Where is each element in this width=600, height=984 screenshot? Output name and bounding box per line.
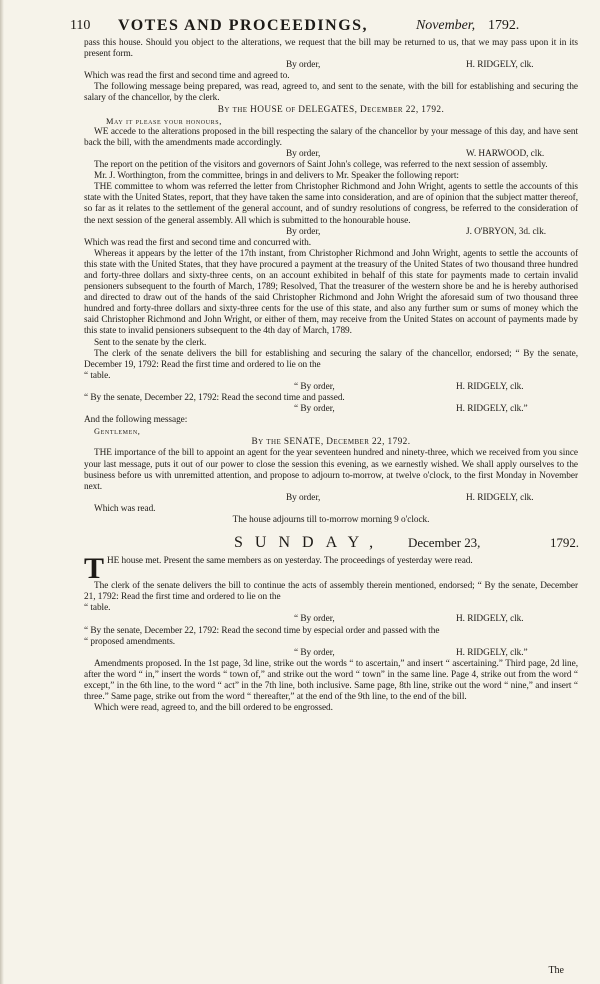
signature-line (84, 382, 578, 393)
signature-line (84, 227, 578, 238)
salutation: Gentlemen, (94, 427, 141, 437)
dateline: By the HOUSE of DELEGATES, December 22, 1792. (217, 104, 445, 115)
report-paragraph: THE committee to whom was referred the letter from Christopher Richmond and John Wright, agents to settle the accounts of this state with the United States, report, that they have taken the same into consideration, and are of opinion that the subject matter thereof, so far as it relates to the settlement of the general account, and of sundry resolutions of congress, be referred to the consideration of the next session of the general assembly. All which is submitted to the honourable house. (84, 182, 578, 226)
header-month: November, (416, 18, 476, 33)
quote-line: “ proposed amendments. (84, 636, 176, 647)
signature-line (84, 404, 578, 415)
by-order: “ By order, (294, 404, 335, 415)
drop-cap: T (84, 552, 104, 586)
by-order: By order, (286, 492, 321, 503)
by-order: “ By order, (294, 647, 335, 658)
clerk-name: H. RIDGELY, clk.” (456, 647, 528, 658)
paragraph: And the following message: (84, 415, 188, 426)
clerk-name: H. RIDGELY, clk. (456, 381, 524, 392)
catchword: The (548, 965, 564, 976)
day-name: SUNDAY, (234, 534, 386, 552)
paragraph: Mr. J. Worthington, from the committee, brings in and delivers to Mr. Speaker the following report: (94, 171, 459, 182)
signature-line (84, 614, 578, 625)
paragraph: The following message being prepared, was read, agreed to, and sent to the senate, with the bill for establishing and securing the salary of the chancellor, by the clerk. (84, 82, 578, 104)
paragraph: Which was read. (94, 503, 156, 514)
page-body (6, 38, 588, 714)
paragraph: “ By the senate, December 22, 1792: Read the second time by especial order and passed with the (84, 625, 440, 636)
clerk-name: W. HARWOOD, clk. (466, 148, 545, 159)
by-order: By order, (286, 148, 321, 159)
paragraph: “ By the senate, December 22, 1792: Read the second time and passed. (84, 393, 345, 403)
paragraph: Which was read the first and second time and agreed to. (84, 71, 290, 82)
page-number: 110 (70, 18, 91, 33)
document-page (6, 14, 588, 976)
header-title: VOTES AND PROCEEDINGS, (118, 17, 369, 34)
paragraph: The report on the petition of the visitors and governors of Saint John's college, was referred to the next session of assembly. (94, 160, 548, 171)
paragraph: The clerk of the senate delivers the bill for establishing and securing the salary of the chancellor, endorsed; “ By the senate, December 19, 1792: Read the first time and ordered to lie on the (84, 348, 578, 370)
paragraph: Sent to the senate by the clerk. (94, 337, 207, 348)
amendments-paragraph: Amendments proposed. In the 1st page, 3d line, strike out the words “ to ascertain,” and insert “ ascertaining.” Third page, 2d line, after the word “ in,” insert the words “ town of,” and strike out the word “ town” in the same line. Page 4, strike out from the word “ except,” in the 6th line, to the word “ act” in the 7th line, both inclusive. Same page, 8th line, strike out the word “ nine,” and insert “ three.” Same page, strike out from the word “ thereafter,” at the end of the 9th line, to the end of the bill. (84, 658, 578, 703)
adjournment-line: The house adjourns till to-morrow morning 9 o'clock. (232, 515, 430, 526)
paragraph: Which were read, agreed to, and the bill ordered to be engrossed. (94, 703, 333, 714)
clerk-name: H. RIDGELY, clk. (466, 492, 534, 503)
clerk-name: H. RIDGELY, clk.” (456, 404, 528, 415)
signature-line (84, 493, 578, 504)
paragraph: WE accede to the alterations proposed in the bill respecting the salary of the chancellor by your message of this day, and have sent back the bill, with the amendments made accordingly. (84, 126, 578, 148)
dateline: By the SENATE, December 22, 1792. (251, 437, 411, 448)
binding-gutter (0, 0, 4, 984)
section-year: 1792. (550, 535, 580, 551)
by-order: “ By order, (294, 614, 335, 625)
signature-line (84, 648, 578, 659)
clerk-name: H. RIDGELY, clk. (456, 614, 524, 625)
header-year: 1792. (488, 18, 520, 33)
opening-paragraph (84, 552, 578, 586)
resolution-paragraph: Whereas it appears by the letter of the 17th instant, from Christopher Richmond and John Wright, agents to settle the accounts of this state with the United States, that they have procured a payment at the treasury of the United States of two thousand three hundred and forty-three dollars and sixty-three cents, on an account exhibited in behalf of this state for payments made to certain invalid pensioners subsequent to the fourth of March, 1789; Resolved, That the treasurer of the western shore be and he is hereby authorised and directed to draw out of the hands of the said Christopher Richmond and John Wright the aforesaid sum of two thousand three hundred and forty-three dollars and sixty-three cents for the use of this state, and also any further sum or sums of money which the said Christopher Richmond and John Wright, or either of them, may receive from the United States on account of payments made by this state to invalid pensioners subsequent to the 4th day of March, 1789. (84, 248, 578, 337)
paragraph: Which was read the first and second time and concurred with. (84, 237, 312, 248)
signature-line (84, 149, 578, 160)
quote-line: “ table. (84, 603, 111, 614)
section-heading (84, 530, 578, 556)
running-header (6, 14, 588, 38)
by-order: By order, (286, 60, 321, 71)
paragraph: pass this house. Should you object to the alterations, we request that the bill may be returned to us, that we may pass upon it in its present form. (84, 38, 578, 60)
salutation: May it please your honours, (106, 116, 222, 126)
quote-line: “ table. (84, 370, 111, 381)
paragraph: The clerk of the senate delivers the bill to continue the acts of assembly therein mentioned, endorsed; “ By the senate, December 21, 1792: Read the first time and ordered to lie on the (84, 581, 578, 603)
by-order: “ By order, (294, 381, 335, 392)
clerk-name: H. RIDGELY, clk. (466, 60, 534, 71)
section-date: December 23, (408, 535, 481, 551)
by-order: By order, (286, 226, 321, 237)
paragraph: HE house met. Present the same members as on yesterday. The proceedings of yesterday were read. (106, 556, 473, 567)
signature-line (84, 60, 578, 71)
message-paragraph: THE importance of the bill to appoint an agent for the year seventeen hundred and ninety-three, which we received from you since your last message, puts it out of our power to close the session this evening, as we earnestly wished. We shall apply ourselves to the business before us with unremitted attention, and propose to adjourn to-morrow, at twelve o'clock, to the first Monday in November next. (84, 448, 578, 492)
clerk-name: J. O'BRYON, 3d. clk. (466, 226, 546, 237)
